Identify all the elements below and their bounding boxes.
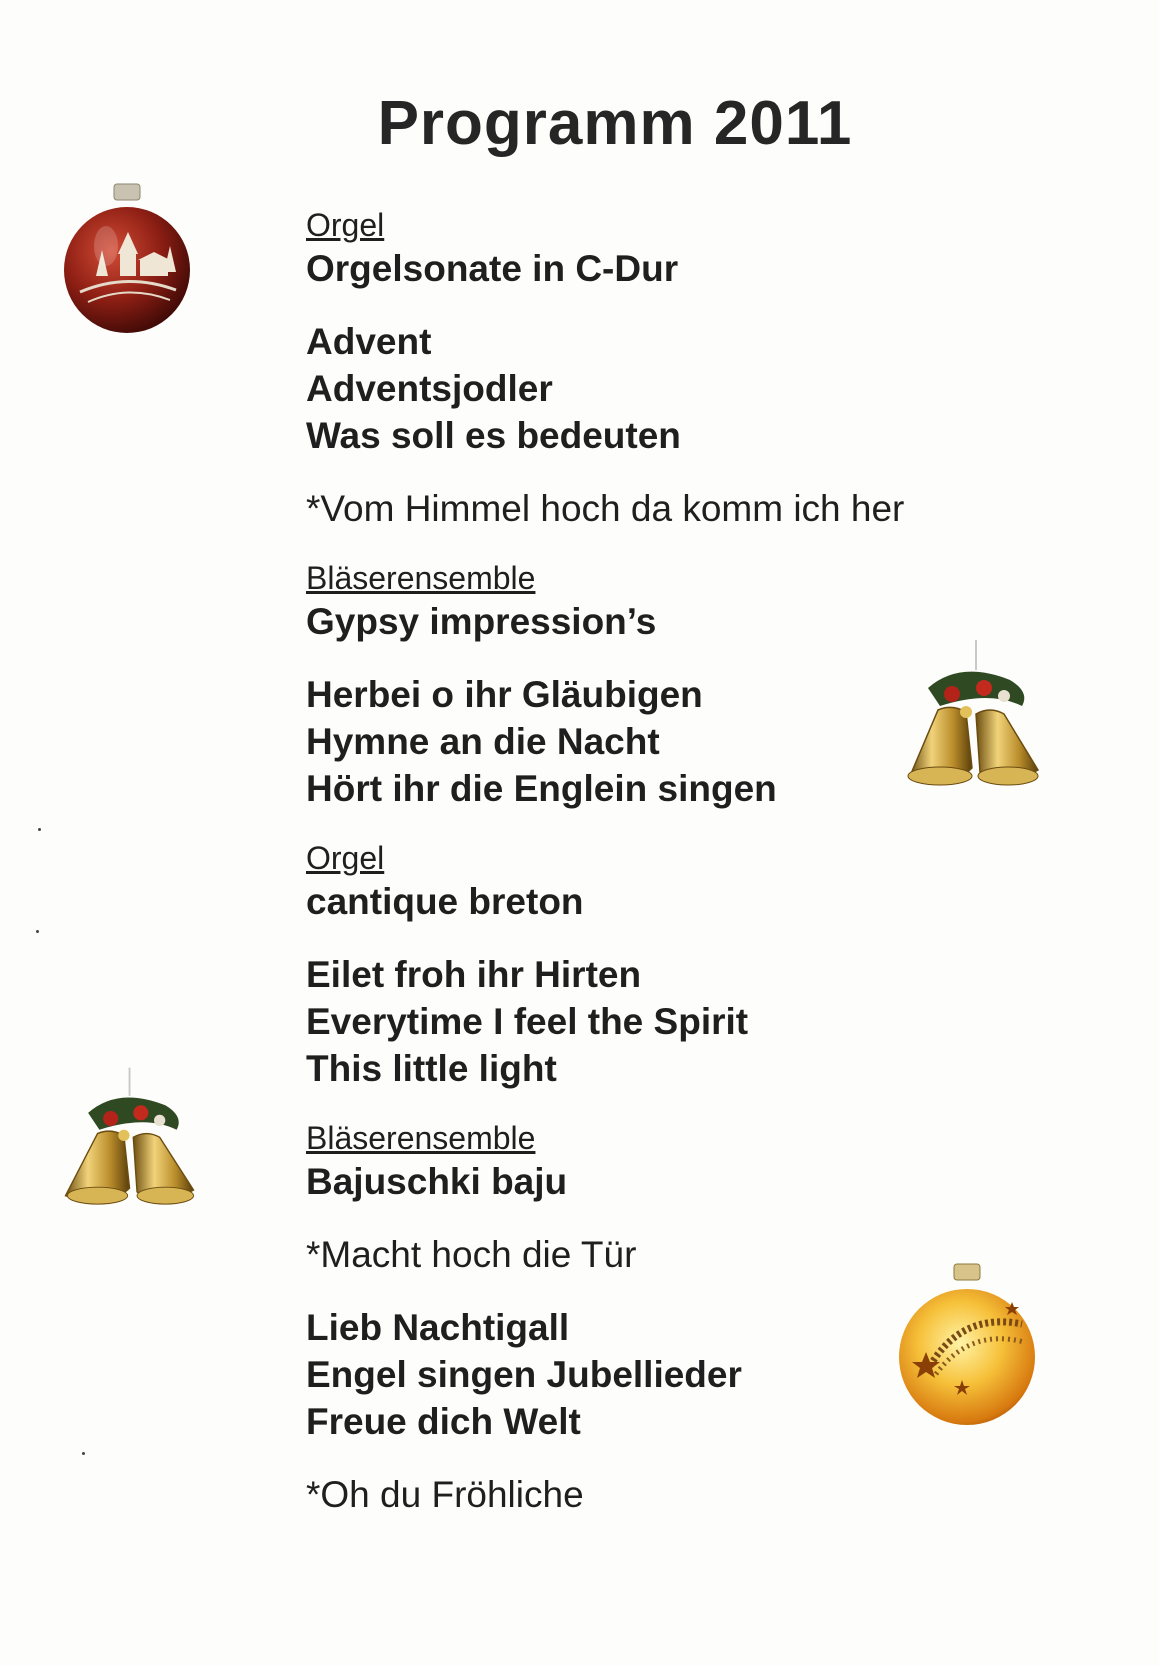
program-item: Herbei o ihr Gläubigen <box>306 674 703 715</box>
section-heading: Orgel <box>306 840 385 876</box>
gold-christmas-bauble-icon <box>892 1262 1042 1430</box>
golden-bells-icon <box>58 1065 218 1235</box>
program-group <box>306 951 1066 1092</box>
program-item: Eilet froh ihr Hirten <box>306 954 642 995</box>
program-item: Adventsjodler <box>306 368 553 409</box>
program-item: Was soll es bedeuten <box>306 415 681 456</box>
program-item: Everytime I feel the Spirit <box>306 1001 749 1042</box>
program-group <box>306 1118 1066 1205</box>
program-item: Engel singen Jubellieder <box>306 1354 742 1395</box>
program-group <box>306 1471 1066 1518</box>
program-item: *Oh du Fröhliche <box>306 1474 584 1515</box>
scan-speck <box>82 1452 85 1455</box>
program-group <box>306 318 1066 459</box>
program-item: Advent <box>306 321 432 362</box>
program-item: *Vom Himmel hoch da komm ich her <box>306 488 905 529</box>
scan-speck <box>38 828 41 831</box>
section-heading: Bläserensemble <box>306 1120 536 1156</box>
red-christmas-bauble-icon <box>58 180 198 340</box>
section-heading: Bläserensemble <box>306 560 536 596</box>
golden-bells-icon <box>880 640 1050 815</box>
program-group <box>306 558 1066 645</box>
program-item: *Macht hoch die Tür <box>306 1234 637 1275</box>
program-group <box>306 205 1066 292</box>
program-item: Freue dich Welt <box>306 1401 581 1442</box>
program-item: Orgelsonate in C-Dur <box>306 248 679 289</box>
program-item: Hymne an die Nacht <box>306 721 660 762</box>
program-item: Gypsy impression’s <box>306 601 657 642</box>
section-heading: Orgel <box>306 207 385 243</box>
program-group <box>306 838 1066 925</box>
scan-speck <box>36 930 39 933</box>
program-group <box>306 485 1066 532</box>
program-item: cantique breton <box>306 881 584 922</box>
program-item: Bajuschki baju <box>306 1161 568 1202</box>
program-item: Hört ihr die Englein singen <box>306 768 777 809</box>
page-title: Programm 2011 <box>377 89 853 158</box>
program-item: Lieb Nachtigall <box>306 1307 570 1348</box>
program-item: This little light <box>306 1048 557 1089</box>
